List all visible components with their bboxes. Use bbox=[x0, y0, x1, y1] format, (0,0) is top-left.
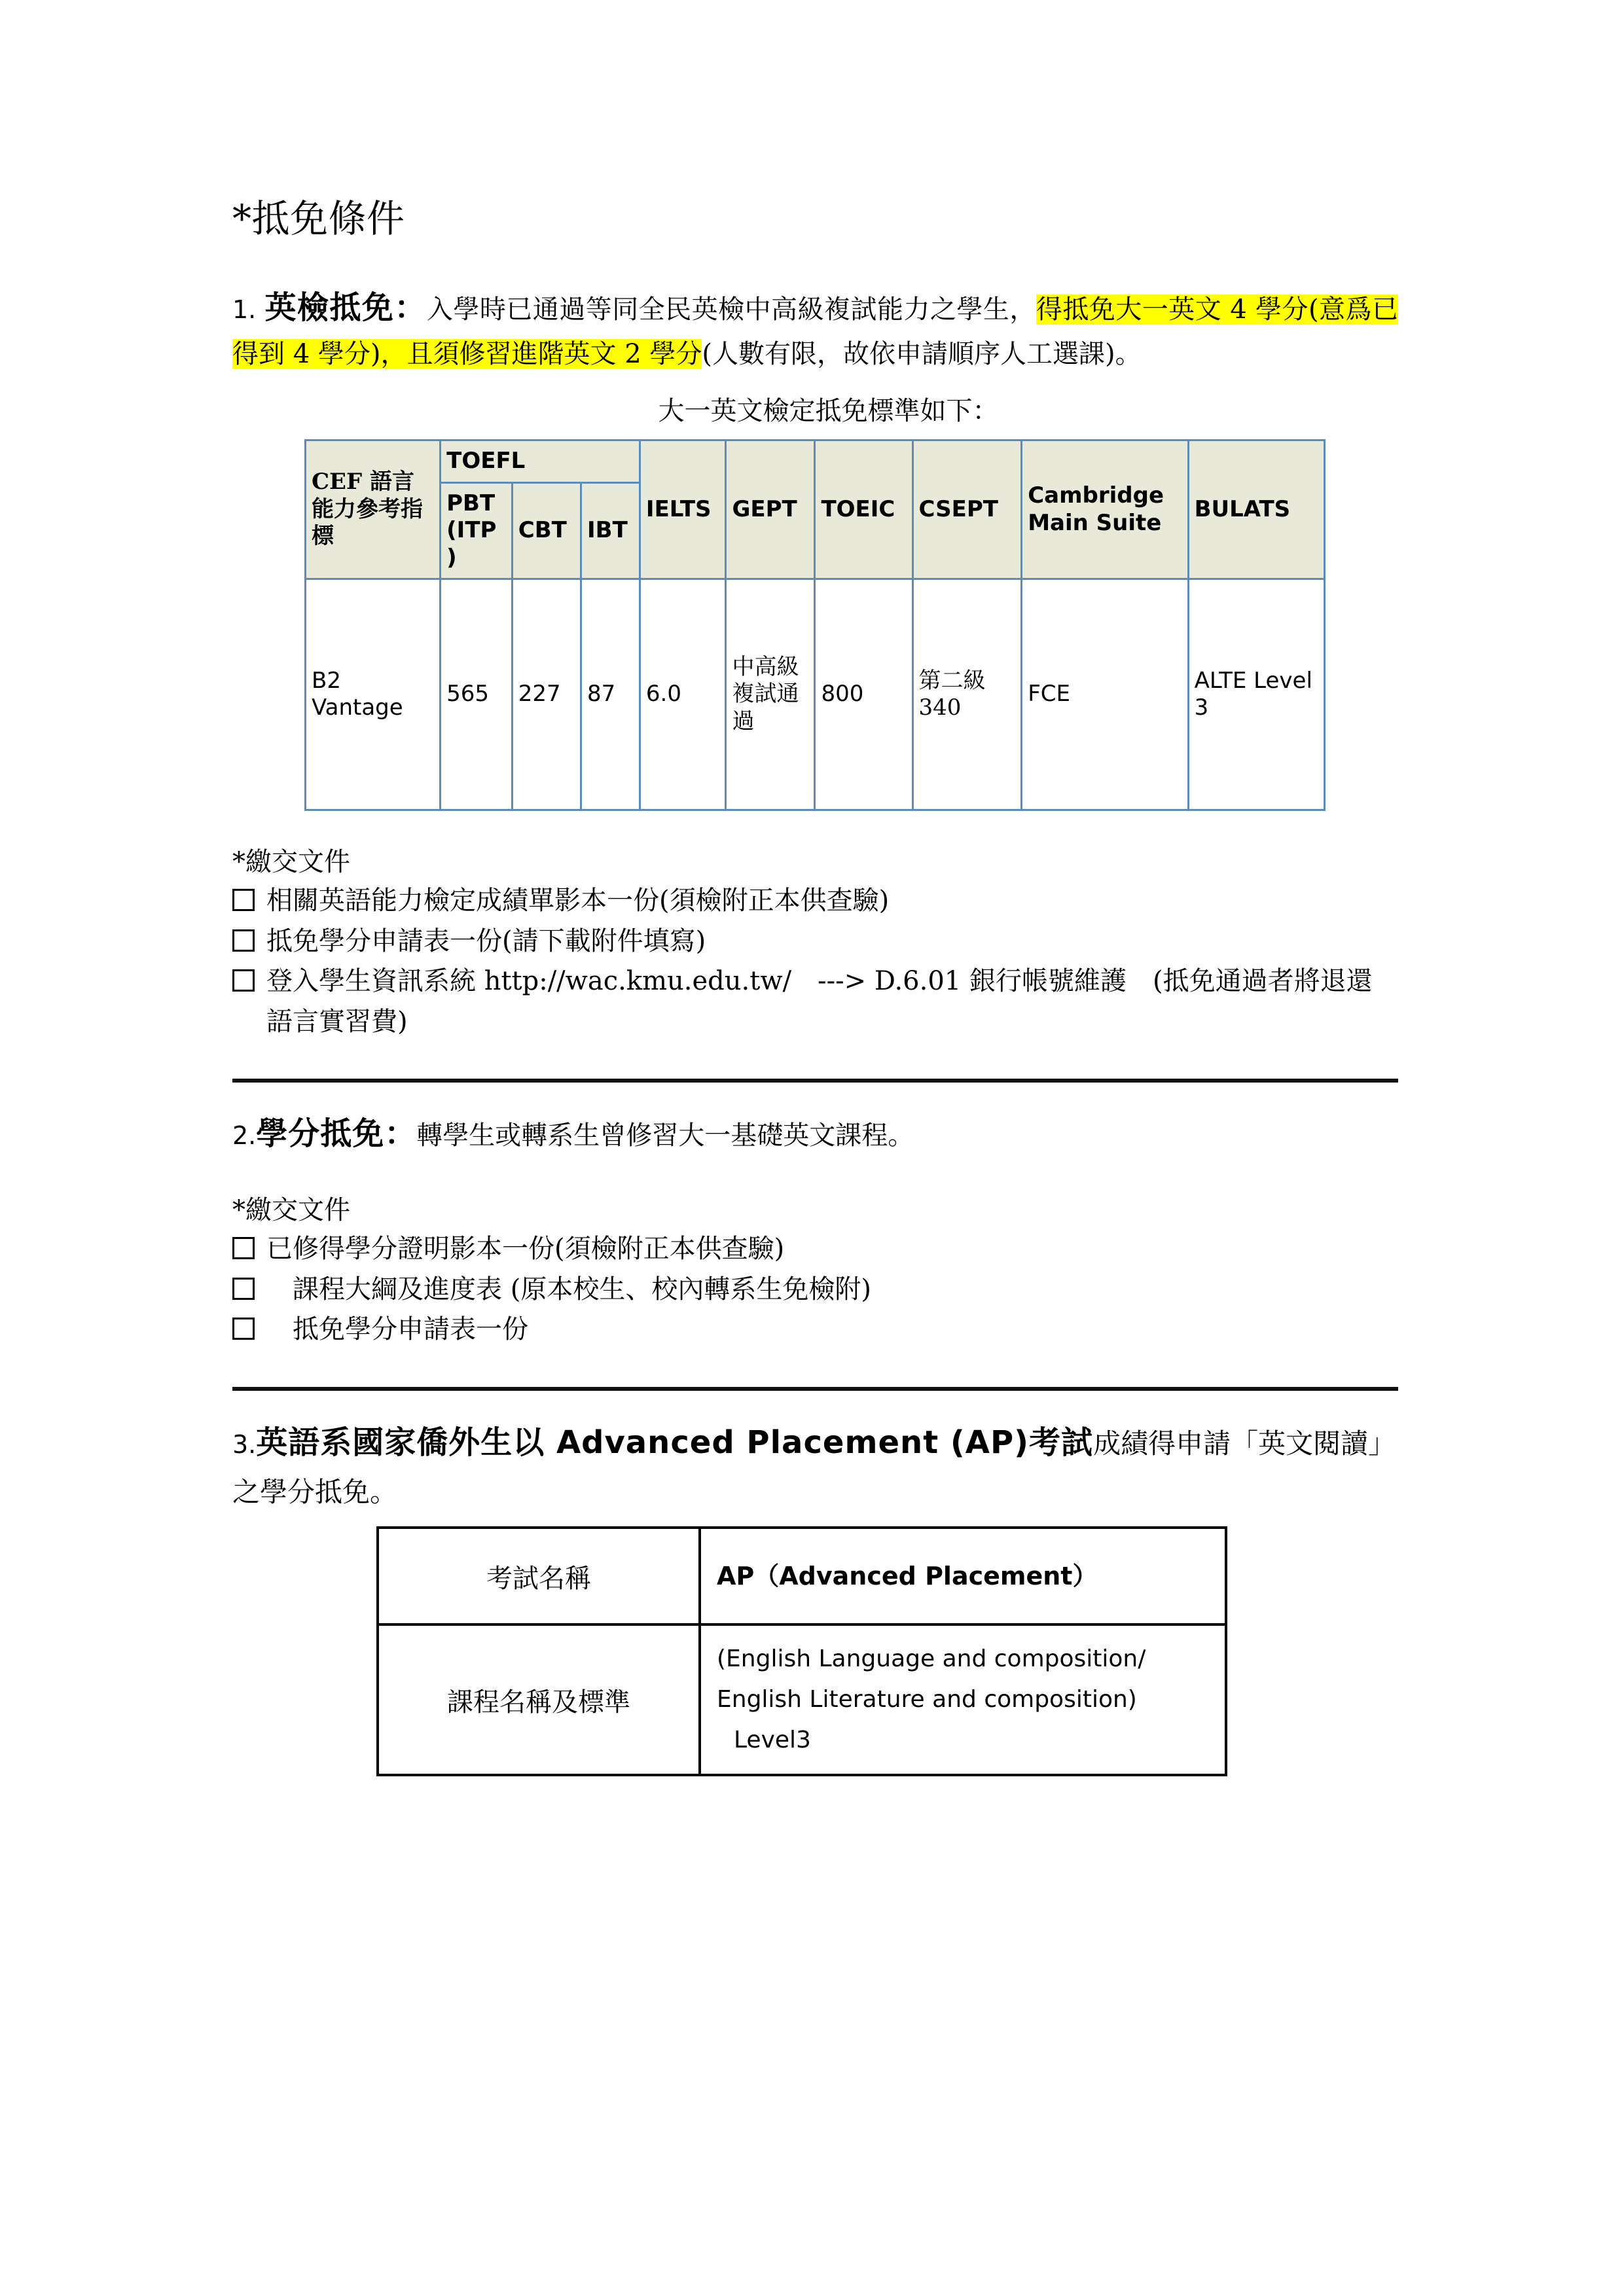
list-item-label: 抵免學分申請表一份(請下載附件填寫) bbox=[266, 925, 706, 956]
section2-body: 轉學生或轉系生曾修習大一基礎英文課程。 bbox=[416, 1121, 914, 1151]
section2-docs-heading: *繳交文件 bbox=[232, 1195, 350, 1226]
page-title: *抵免條件 bbox=[232, 196, 405, 241]
list-item bbox=[232, 1310, 1398, 1350]
ap-course-line-3: Level3 bbox=[734, 1727, 811, 1754]
list-item bbox=[232, 881, 1398, 922]
section3-number: 3. bbox=[232, 1429, 257, 1459]
cell-cef: B2 Vantage bbox=[306, 579, 441, 810]
list-item bbox=[232, 922, 1398, 962]
ap-row1-label: 考試名稱 bbox=[378, 1528, 700, 1624]
cell-cambridge: FCE bbox=[1022, 579, 1188, 810]
list-item-label: 課程大綱及進度表 (原本校生、校內轉系生免檢附) bbox=[266, 1274, 871, 1304]
table-row bbox=[378, 1528, 1226, 1624]
list-item-label: 登入學生資訊系統 http://wac.kmu.edu.tw/ ---> D.6.01 銀行帳號維護 (抵免通過者將退還語言實習費) bbox=[266, 966, 1373, 1037]
cell-bulats: ALTE Level 3 bbox=[1188, 579, 1324, 810]
cell-cbt: 227 bbox=[512, 579, 581, 810]
exemption-table-wrapper bbox=[304, 439, 1398, 811]
table-row bbox=[306, 579, 1325, 810]
list-item-label: 相關英語能力檢定成績單影本一份(須檢附正本供查驗) bbox=[266, 886, 890, 916]
checkbox-icon[interactable] bbox=[232, 1237, 255, 1259]
header-toefl: TOEFL bbox=[441, 440, 640, 482]
cell-pbt: 565 bbox=[441, 579, 513, 810]
checkbox-icon[interactable] bbox=[232, 1278, 255, 1300]
section3-heading bbox=[232, 1417, 1398, 1515]
section3-body: 成績得申請「英文閱讀」之學分抵免。 bbox=[232, 1427, 1396, 1508]
header-ibt: IBT bbox=[581, 482, 640, 579]
header-toeic: TOEIC bbox=[815, 440, 912, 579]
section3-lead-c: 考試 bbox=[1029, 1424, 1094, 1461]
table-header-row-1 bbox=[306, 440, 1325, 482]
cell-ibt: 87 bbox=[581, 579, 640, 810]
ap-row1-value: AP（Advanced Placement） bbox=[700, 1528, 1226, 1624]
header-csept: CSEPT bbox=[912, 440, 1022, 579]
section2-docs-list bbox=[232, 1229, 1398, 1350]
ap-course-line-2: English Literature and composition) bbox=[717, 1686, 1137, 1713]
table-row bbox=[378, 1624, 1226, 1775]
header-ielts: IELTS bbox=[640, 440, 726, 579]
cell-ielts: 6.0 bbox=[640, 579, 726, 810]
section2-lead: 學分抵免： bbox=[256, 1115, 417, 1153]
list-item bbox=[232, 1229, 1398, 1270]
section-divider bbox=[232, 1079, 1398, 1083]
exemption-standards-table bbox=[304, 439, 1326, 811]
section1-body-pre: 入學時已通過等同全民英檢中高級複試能力之學生， bbox=[426, 294, 1036, 325]
ap-exam-table bbox=[376, 1526, 1227, 1776]
list-item bbox=[232, 1270, 1398, 1310]
section1-body-post: (人數有限，故依申請順序人工選課)。 bbox=[702, 339, 1142, 370]
section1-docs-heading: *繳交文件 bbox=[232, 847, 350, 878]
ap-row2-value bbox=[700, 1624, 1226, 1775]
cell-csept: 第二級 340 bbox=[912, 579, 1022, 810]
cell-toeic: 800 bbox=[815, 579, 912, 810]
header-gept: GEPT bbox=[726, 440, 815, 579]
checkbox-icon[interactable] bbox=[232, 1318, 255, 1340]
section1-lead: 英檢抵免： bbox=[264, 289, 427, 326]
checkbox-icon[interactable] bbox=[232, 929, 255, 952]
section1-docs-list bbox=[232, 881, 1398, 1042]
ap-course-line-1: (English Language and composition/ bbox=[717, 1645, 1146, 1673]
list-item bbox=[232, 961, 1398, 1042]
header-pbt: PBT (ITP) bbox=[441, 482, 513, 579]
list-item-label: 抵免學分申請表一份 bbox=[266, 1314, 528, 1345]
section2-number: 2. bbox=[232, 1121, 257, 1151]
header-bulats: BULATS bbox=[1188, 440, 1324, 579]
list-item-label: 已修得學分證明影本一份(須檢附正本供查驗) bbox=[266, 1234, 785, 1265]
ap-table-wrapper bbox=[376, 1526, 1398, 1776]
checkbox-icon[interactable] bbox=[232, 969, 255, 992]
cell-gept: 中高級複試通過 bbox=[726, 579, 815, 810]
section-divider bbox=[232, 1387, 1398, 1391]
checkbox-icon[interactable] bbox=[232, 889, 255, 911]
section1-highlight: 得抵免大一英文 4 學分(意爲已得到 4 學分)，且須修習進階英文 2 學分 bbox=[232, 294, 1399, 370]
header-cbt: CBT bbox=[512, 482, 581, 579]
exemption-table-caption: 大一英文檢定抵免標準如下： bbox=[658, 396, 999, 427]
header-cef: CEF 語言能力參考指標 bbox=[306, 440, 441, 579]
section3-lead-b: Advanced Placement (AP) bbox=[556, 1424, 1030, 1461]
section2-heading bbox=[232, 1109, 1398, 1159]
section1-number: 1. bbox=[232, 295, 257, 324]
header-cambridge: Cambridge Main Suite bbox=[1022, 440, 1188, 579]
section1-paragraph bbox=[232, 283, 1398, 376]
section3-lead-a: 英語系國家僑外生以 bbox=[256, 1424, 556, 1461]
ap-row2-label: 課程名稱及標準 bbox=[378, 1624, 700, 1775]
